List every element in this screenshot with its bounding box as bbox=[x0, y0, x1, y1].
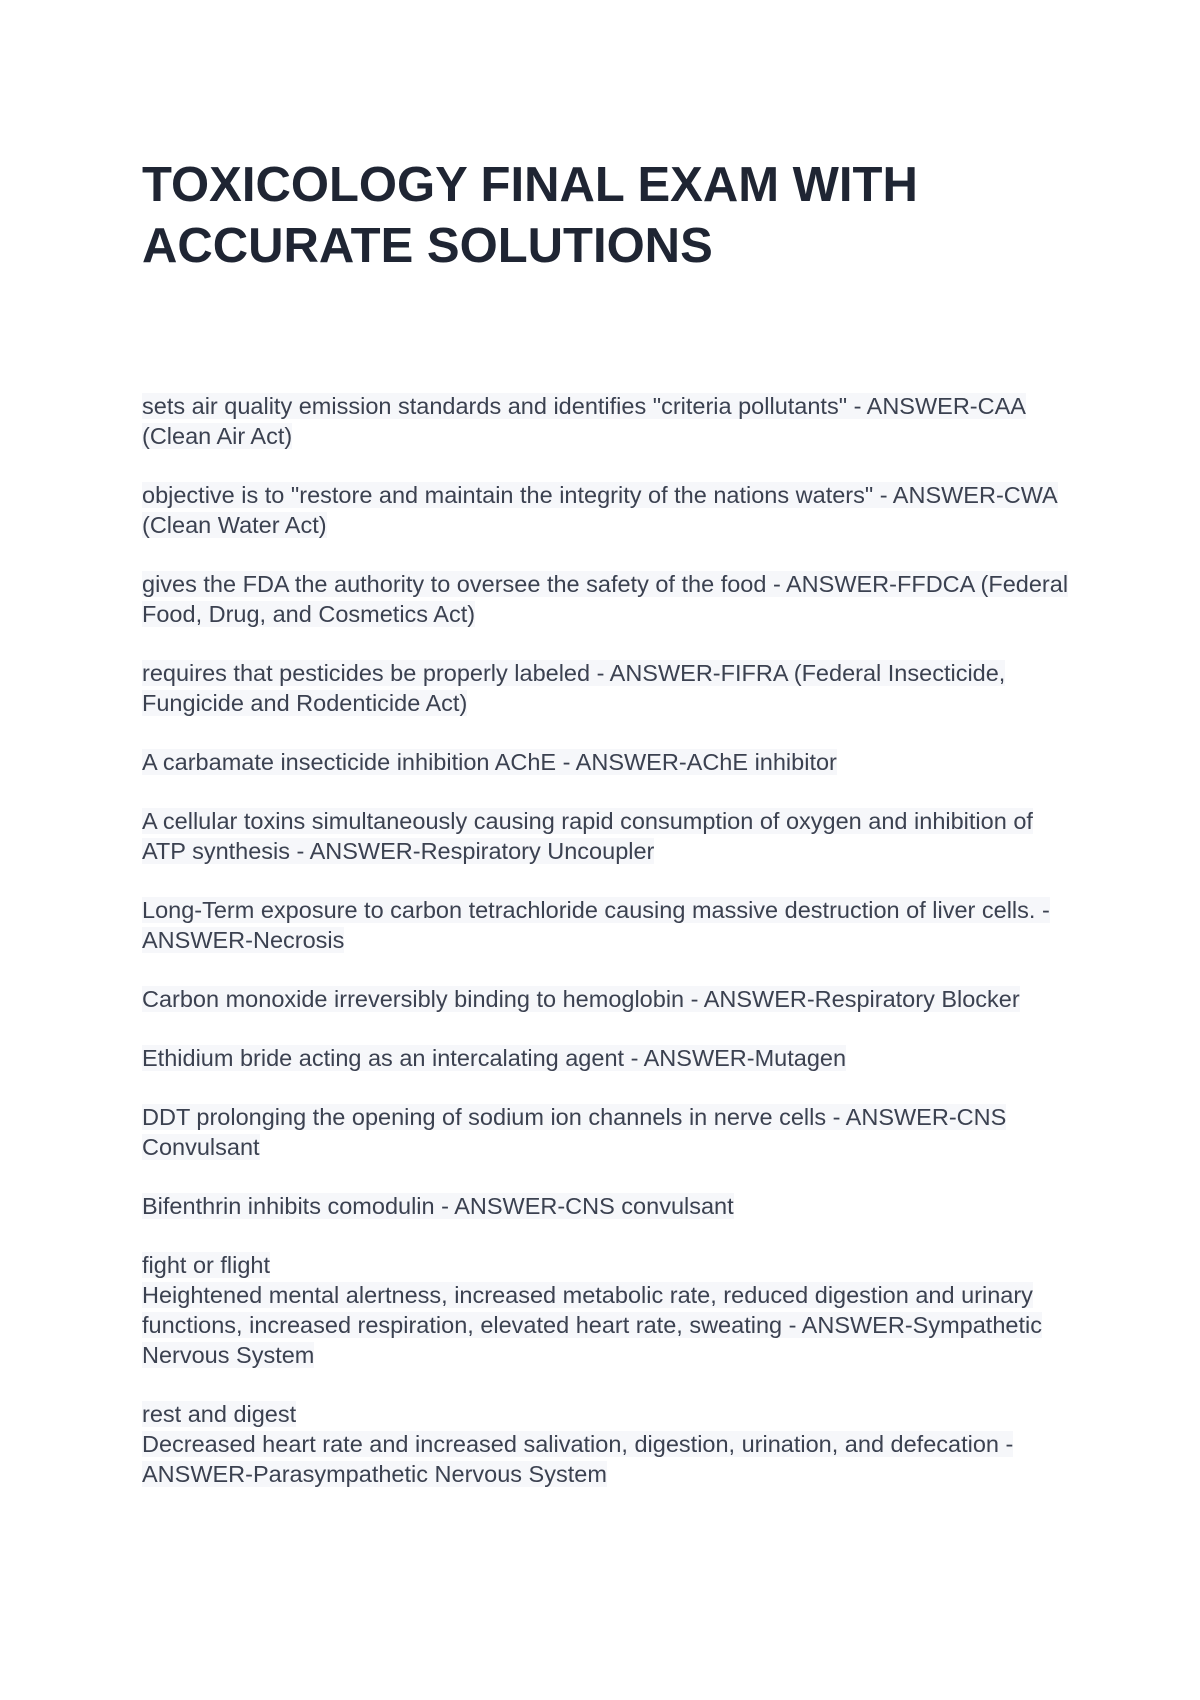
list-item bbox=[142, 391, 1082, 451]
qa-prefix: rest and digest bbox=[142, 1401, 297, 1427]
list-item bbox=[142, 1191, 1082, 1221]
qa-text: A cellular toxins simultaneously causing rapid consumption of oxygen and inhibition of ATP synthesis - ANSWER-Respiratory Uncoupler bbox=[142, 808, 1033, 864]
list-item bbox=[142, 658, 1082, 718]
list-item bbox=[142, 984, 1082, 1014]
list-item bbox=[142, 806, 1082, 866]
list-item bbox=[142, 1399, 1082, 1489]
qa-prefix-line bbox=[142, 1250, 1082, 1280]
list-item bbox=[142, 1102, 1082, 1162]
qa-text: Heightened mental alertness, increased metabolic rate, reduced digestion and urinary functions, increased respiration, elevated heart rate, sweating - ANSWER-Sympathetic Nervous System bbox=[142, 1282, 1042, 1368]
qa-prefix-line bbox=[142, 1399, 1082, 1429]
qa-text: sets air quality emission standards and identifies "criteria pollutants" - ANSWER-CAA (Clean Air Act) bbox=[142, 393, 1026, 449]
list-item bbox=[142, 1043, 1082, 1073]
qa-text: DDT prolonging the opening of sodium ion channels in nerve cells - ANSWER-CNS Convulsant bbox=[142, 1104, 1007, 1160]
qa-text: Ethidium bride acting as an intercalating agent - ANSWER-Mutagen bbox=[142, 1045, 847, 1071]
list-item bbox=[142, 1250, 1082, 1370]
qa-list bbox=[142, 391, 1082, 1518]
list-item bbox=[142, 747, 1082, 777]
document-title: TOXICOLOGY FINAL EXAM WITH ACCURATE SOLUTIONS bbox=[142, 158, 918, 273]
qa-text: requires that pesticides be properly labeled - ANSWER-FIFRA (Federal Insecticide, Fungicide and Rodenticide Act) bbox=[142, 660, 1006, 716]
qa-prefix: fight or flight bbox=[142, 1252, 271, 1278]
qa-text: Long-Term exposure to carbon tetrachloride causing massive destruction of liver cells. - ANSWER-Necrosis bbox=[142, 897, 1050, 953]
qa-text: objective is to "restore and maintain the integrity of the nations waters" - ANSWER-CWA (Clean Water Act) bbox=[142, 482, 1058, 538]
qa-text: Decreased heart rate and increased salivation, digestion, urination, and defecation - ANSWER-Parasympathetic Nervous System bbox=[142, 1431, 1014, 1487]
qa-text: Carbon monoxide irreversibly binding to hemoglobin - ANSWER-Respiratory Blocker bbox=[142, 986, 1020, 1012]
qa-text: gives the FDA the authority to oversee the safety of the food - ANSWER-FFDCA (Federal Food, Drug, and Cosmetics Act) bbox=[142, 571, 1069, 627]
qa-text: Bifenthrin inhibits comodulin - ANSWER-CNS convulsant bbox=[142, 1193, 734, 1219]
list-item bbox=[142, 569, 1082, 629]
list-item bbox=[142, 480, 1082, 540]
qa-text: A carbamate insecticide inhibition AChE - ANSWER-AChE inhibitor bbox=[142, 749, 837, 775]
list-item bbox=[142, 895, 1082, 955]
